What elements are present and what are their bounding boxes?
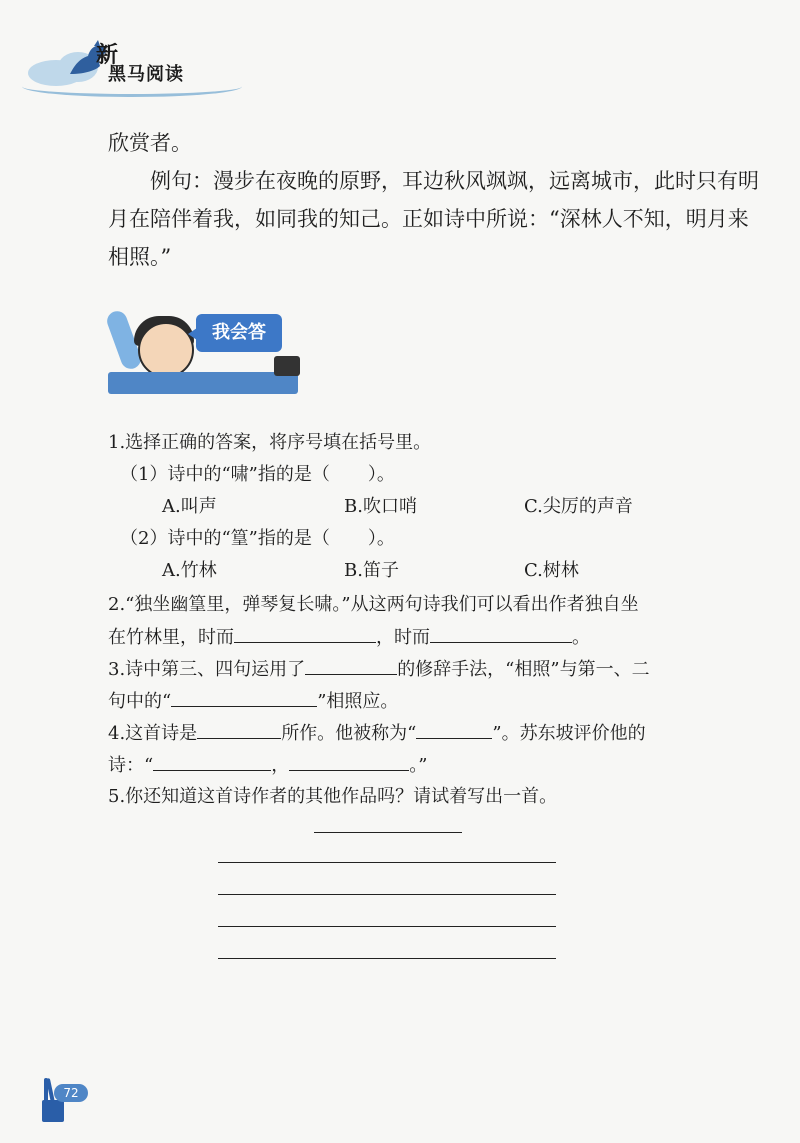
- question-4-line1: [108, 720, 646, 747]
- q4-blank-quote-1[interactable]: [153, 752, 271, 771]
- passage-line: 相照。”: [108, 245, 172, 269]
- q4-text-a: 4.这首诗是: [108, 723, 198, 744]
- q2-text-c: 。: [572, 627, 590, 648]
- question-1-sub2: [120, 526, 395, 552]
- poem-answer-line[interactable]: [218, 862, 556, 863]
- q3-blank-1[interactable]: [305, 656, 397, 675]
- pen-holder-icon: [42, 1100, 64, 1122]
- question-4-line2: [108, 752, 427, 779]
- question-3-line2: [108, 688, 398, 715]
- q4-text-f: 。”: [409, 755, 428, 776]
- q3-text-c: 句中的“: [108, 691, 172, 712]
- passage-line: 月在陪伴着我，如同我的知己。正如诗中所说：“深林人不知，明月来: [108, 207, 749, 231]
- q2-text-a: 在竹林里，时而: [108, 627, 234, 648]
- section-badge: [100, 300, 320, 400]
- sub1-prefix: （1）诗中的“啸”指的是（: [120, 464, 330, 485]
- q4-blank-quote-2[interactable]: [289, 752, 409, 771]
- student-illustration: [138, 322, 194, 378]
- question-5-stem: 5.你还知道这首诗作者的其他作品吗？请试着写出一首。: [108, 786, 558, 807]
- q2-text-b: ，时而: [376, 627, 430, 648]
- q4-text-c: ”。苏东坡评价他的: [492, 723, 646, 744]
- page-number: 72: [54, 1084, 88, 1102]
- poem-answer-line[interactable]: [218, 894, 556, 895]
- question-2-stem: 2.“独坐幽篁里，弹琴复长啸。”从这两句诗我们可以看出作者独自坐: [108, 594, 639, 615]
- poem-answer-line[interactable]: [218, 958, 556, 959]
- desk-illustration: [108, 372, 298, 394]
- passage-line: 欣赏者。: [108, 131, 192, 155]
- sub2-suffix: ）。: [367, 528, 395, 549]
- option-c: C.尖厉的声音: [524, 496, 633, 517]
- option-c: C.树林: [524, 560, 579, 581]
- passage-line: 例句：漫步在夜晚的原野，耳边秋风飒飒，远离城市，此时只有明: [150, 169, 759, 193]
- pen-holder-icon: [274, 356, 300, 376]
- option-b: B.笛子: [344, 560, 399, 581]
- page-number-badge: [40, 1074, 96, 1124]
- q4-text-d: 诗：“: [108, 755, 154, 776]
- question-1-sub1: [120, 462, 395, 488]
- q3-text-b: 的修辞手法，“相照”与第一、二: [397, 659, 650, 680]
- option-a: A.竹林: [162, 560, 217, 581]
- series-title: 黑马阅读: [108, 64, 184, 85]
- option-a: A.叫声: [162, 496, 217, 517]
- question-1-stem: 1.选择正确的答案，将序号填在括号里。: [108, 432, 432, 453]
- brand-character: 新: [96, 43, 119, 68]
- q3-text-a: 3.诗中第三、四句运用了: [108, 659, 306, 680]
- q4-text-b: 所作。他被称为“: [281, 723, 417, 744]
- poem-title-line[interactable]: [314, 832, 462, 833]
- q4-blank-author[interactable]: [197, 720, 281, 739]
- option-b: B.吹口哨: [344, 496, 417, 517]
- poem-answer-line[interactable]: [218, 926, 556, 927]
- question-3-line1: [108, 656, 650, 683]
- section-label: 我会答: [196, 314, 282, 352]
- q3-text-d: ”相照应。: [317, 691, 399, 712]
- sub2-prefix: （2）诗中的“篁”指的是（: [120, 528, 330, 549]
- q4-text-e: ，: [271, 755, 290, 776]
- question-2-line2: [108, 624, 590, 651]
- sub1-suffix: ）。: [367, 464, 395, 485]
- series-logo: [22, 30, 252, 100]
- q3-blank-2[interactable]: [171, 688, 317, 707]
- q2-blank-2[interactable]: [430, 624, 572, 643]
- q2-blank-1[interactable]: [234, 624, 376, 643]
- q4-blank-title[interactable]: [416, 720, 492, 739]
